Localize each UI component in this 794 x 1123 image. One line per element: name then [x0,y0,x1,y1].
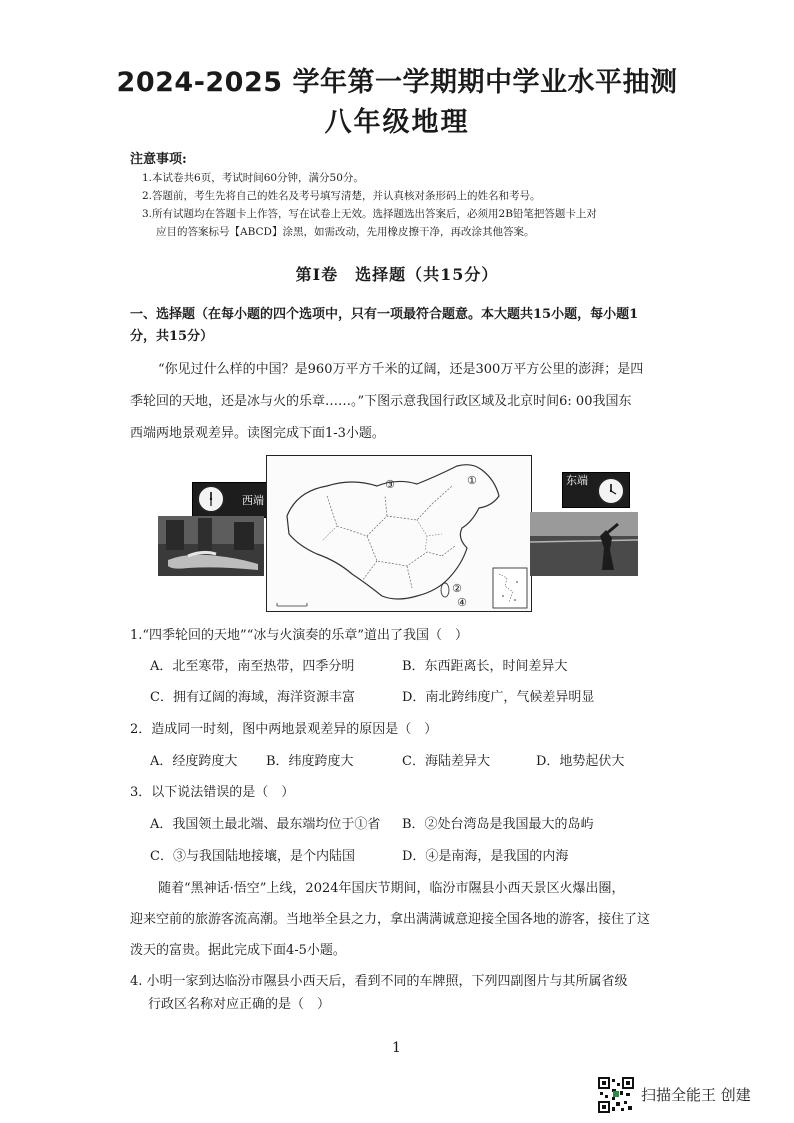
east-label: 东端 [566,474,588,487]
map-mark-1: ① [467,474,477,487]
q1-option-b: B．东西距离长，时间差异大 [402,659,568,674]
east-landscape-photo [530,512,638,576]
notice-item: 3.所有试题均在答题卡上作答，写在试卷上无效。选择题选出答案后，必须用2B铅笔把答题卡上对 [142,208,597,220]
passage-line: 随着“黑神话·悟空”上线，2024年国庆节期间，临汾市隰县小西天景区火爆出圈， [158,881,625,896]
clock-icon [197,485,225,513]
china-map [266,455,532,612]
passage-line: 西端两地景观差异。读图完成下面1-3小题。 [130,426,385,441]
west-label: 西端 [242,494,264,507]
notice-item: 1.本试卷共6页，考试时间60分钟，满分50分。 [142,172,364,184]
exam-title: 2024-2025 学年第一学期期中学业水平抽测 [116,67,678,98]
q2-option-c: C．海陆差异大 [402,754,490,769]
part-instruction: 一、选择题（在每小题的四个选项中，只有一项最符合题意。本大题共15小题，每小题1 [130,307,639,322]
q2-option-a: A．经度跨度大 [150,754,238,769]
west-clock [192,482,268,518]
page-number: 1 [392,1040,401,1056]
q1-option-d: D．南北跨纬度广，气候差异明显 [402,690,595,705]
q1-option-a: A．北至寒带，南至热带，四季分明 [150,659,355,674]
map-mark-3: ③ [385,478,395,491]
part-instruction-cont: 分，共15分） [130,329,214,344]
map-mark-4: ④ [457,596,467,609]
passage-line: “你见过什么样的中国？是960万平方千米的辽阔，还是300万平方公里的澎湃；是四 [158,362,644,377]
question-3-stem: 3．以下说法错误的是（ ） [130,785,295,800]
q3-option-a: A．我国领土最北端、最东端均位于①省 [150,817,381,832]
passage-line: 季轮回的天地，还是冰与火的乐章……。”下图示意我国行政区域及北京时间6: 00我国东 [130,394,632,409]
west-landscape-photo [158,516,264,576]
q1-option-c: C．拥有辽阔的海域，海洋资源丰富 [150,690,355,705]
notice-item: 应目的答案标号【ABCD】涂黑，如需改动，先用橡皮擦干净，再改涂其他答案。 [156,226,535,238]
qr-code-icon [598,1077,634,1113]
scanner-watermark: 扫描全能王 创建 [641,1086,751,1104]
passage-line: 泼天的富贵。据此完成下面4-5小题。 [130,943,346,958]
q2-option-d: D．地势起伏大 [536,754,625,769]
question-4-stem: 4. 小明一家到达临汾市隰县小西天后，看到不同的车牌照，下列四副图片与其所属省级 [130,974,628,989]
east-clock [562,472,630,508]
section-title: 第Ⅰ卷 选择题（共15分） [295,265,499,284]
notice-item: 2.答题前，考生先将自己的姓名及考号填写清楚，并认真核对条形码上的姓名和考号。 [142,190,541,202]
map-mark-2: ② [452,582,462,595]
question-1-stem: 1.“四季轮回的天地”“冰与火演奏的乐章”道出了我国（ ） [130,628,468,643]
question-2-stem: 2．造成同一时刻，图中两地景观差异的原因是（ ） [130,722,438,737]
question-4-stem-cont: 行政区名称对应正确的是（ ） [148,997,331,1012]
q3-option-d: D．④是南海，是我国的内海 [402,849,569,864]
q3-option-c: C．③与我国陆地接壤，是个内陆国 [150,849,355,864]
notice-heading: 注意事项: [130,152,187,167]
q2-option-b: B．纬度跨度大 [266,754,354,769]
q3-option-b: B．②处台湾岛是我国最大的岛屿 [402,817,594,832]
exam-subtitle: 八年级地理 [324,107,470,138]
passage-line: 迎来空前的旅游客流高潮。当地举全县之力，拿出满满诚意迎接全国各地的游客，接住了这 [130,912,651,927]
clock-icon [597,477,625,505]
